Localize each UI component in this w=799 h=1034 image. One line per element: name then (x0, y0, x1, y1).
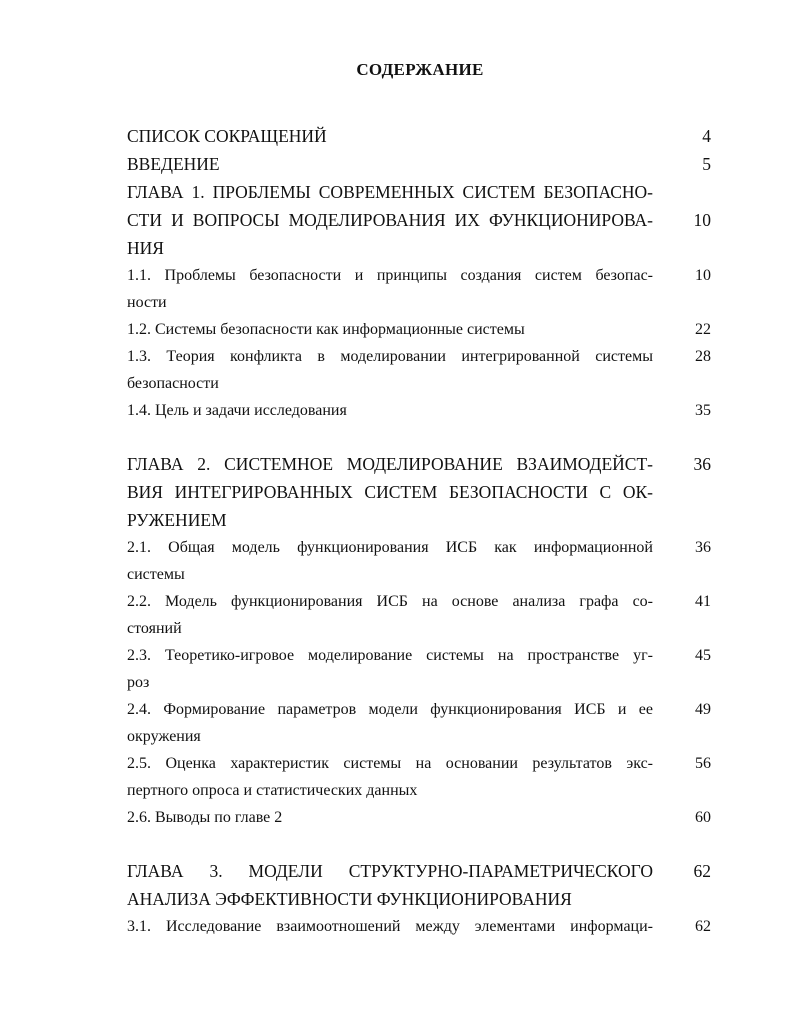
toc-entry-text (127, 122, 653, 150)
section-gap (127, 424, 711, 450)
toc-line: 2.6. Выводы по главе 2 (127, 809, 283, 826)
toc-entry-section-1-1 (127, 262, 711, 316)
toc-entry-text (127, 262, 653, 316)
toc-page-number: 10 (693, 210, 711, 230)
toc-page-number: 49 (695, 701, 711, 718)
toc-entry-abbreviations (127, 122, 711, 150)
toc-entry-chapter-1 (127, 178, 711, 262)
toc-line: 2.4. Формирование параметров модели функционирования ИСБ и ее (127, 701, 653, 718)
toc-line: 3.1. Исследование взаимоотношений между элементами информаци- (127, 918, 653, 935)
toc-line: системы (127, 566, 185, 583)
toc-page-number: 35 (695, 402, 711, 419)
page-title: СОДЕРЖАНИЕ (356, 60, 484, 79)
toc-page-number: 60 (695, 809, 711, 826)
toc-line: СТИ И ВОПРОСЫ МОДЕЛИРОВАНИЯ ИХ ФУНКЦИОНИРОВА- (127, 210, 653, 230)
toc-entry-text (127, 696, 653, 750)
toc-line: ГЛАВА 3. МОДЕЛИ СТРУКТУРНО-ПАРАМЕТРИЧЕСКОГО (127, 861, 653, 881)
toc-entry-section-2-3 (127, 642, 711, 696)
toc-entry-text (127, 642, 653, 696)
toc-page-number: 41 (695, 593, 711, 610)
toc-entry-text (127, 804, 653, 831)
toc-entry-text (127, 913, 653, 940)
toc-line: 2.3. Теоретико-игровое моделирование системы на пространстве уг- (127, 647, 653, 664)
toc-entry-section-2-6 (127, 804, 711, 831)
toc-entry-text (127, 178, 653, 262)
toc-line: пертного опроса и статистических данных (127, 782, 418, 799)
toc-entry-section-3-1 (127, 913, 711, 940)
toc-line: 1.1. Проблемы безопасности и принципы создания систем безопас- (127, 267, 653, 284)
toc-entry-section-2-1 (127, 534, 711, 588)
toc-line: 1.3. Теория конфликта в моделировании интегрированной системы (127, 348, 653, 365)
toc-entry-introduction (127, 150, 711, 178)
toc-line: 2.1. Общая модель функционирования ИСБ как информационной (127, 539, 653, 556)
table-of-contents (127, 122, 711, 940)
toc-line: РУЖЕНИЕМ (127, 510, 227, 530)
toc-page-number: 4 (702, 126, 711, 146)
toc-line: СПИСОК СОКРАЩЕНИЙ (127, 126, 327, 146)
toc-page-number: 45 (695, 647, 711, 664)
toc-line: ГЛАВА 1. ПРОБЛЕМЫ СОВРЕМЕННЫХ СИСТЕМ БЕЗОПАСНО- (127, 182, 653, 202)
toc-line: окружения (127, 728, 201, 745)
toc-page-number: 56 (695, 755, 711, 772)
toc-line: ВИЯ ИНТЕГРИРОВАННЫХ СИСТЕМ БЕЗОПАСНОСТИ С ОК- (127, 482, 653, 502)
toc-line: ности (127, 294, 167, 311)
toc-entry-section-2-2 (127, 588, 711, 642)
toc-entry-text (127, 316, 653, 343)
toc-entry-section-1-3 (127, 343, 711, 397)
toc-page-number: 62 (695, 918, 711, 935)
toc-entry-text (127, 750, 653, 804)
toc-page-number: 10 (695, 267, 711, 284)
toc-page-number: 62 (693, 861, 711, 881)
toc-page-number: 36 (695, 539, 711, 556)
toc-line: роз (127, 674, 150, 691)
toc-entry-text (127, 150, 653, 178)
section-gap (127, 831, 711, 857)
toc-entry-section-1-2 (127, 316, 711, 343)
toc-entry-section-1-4 (127, 397, 711, 424)
toc-line: безопасности (127, 375, 219, 392)
toc-entry-chapter-3 (127, 857, 711, 913)
toc-entry-text (127, 343, 653, 397)
toc-line: 1.2. Системы безопасности как информационные системы (127, 321, 525, 338)
toc-line: стояний (127, 620, 182, 637)
toc-line: ВВЕДЕНИЕ (127, 154, 220, 174)
toc-page-number: 36 (693, 454, 711, 474)
toc-line: ГЛАВА 2. СИСТЕМНОЕ МОДЕЛИРОВАНИЕ ВЗАИМОДЕЙСТ- (127, 454, 653, 474)
toc-entry-text (127, 534, 653, 588)
toc-entry-section-2-4 (127, 696, 711, 750)
toc-entry-text (127, 857, 653, 913)
toc-line: НИЯ (127, 238, 164, 258)
toc-entry-text (127, 588, 653, 642)
toc-page-number: 5 (702, 154, 711, 174)
toc-entry-section-2-5 (127, 750, 711, 804)
toc-line: 1.4. Цель и задачи исследования (127, 402, 347, 419)
toc-entry-text (127, 397, 653, 424)
toc-line: АНАЛИЗА ЭФФЕКТИВНОСТИ ФУНКЦИОНИРОВАНИЯ (127, 889, 572, 909)
toc-line: 2.5. Оценка характеристик системы на основании результатов экс- (127, 755, 653, 772)
toc-entry-chapter-2 (127, 450, 711, 534)
toc-line: 2.2. Модель функционирования ИСБ на основе анализа графа со- (127, 593, 653, 610)
toc-page-number: 28 (695, 348, 711, 365)
toc-entry-text (127, 450, 653, 534)
toc-page-number: 22 (695, 321, 711, 338)
